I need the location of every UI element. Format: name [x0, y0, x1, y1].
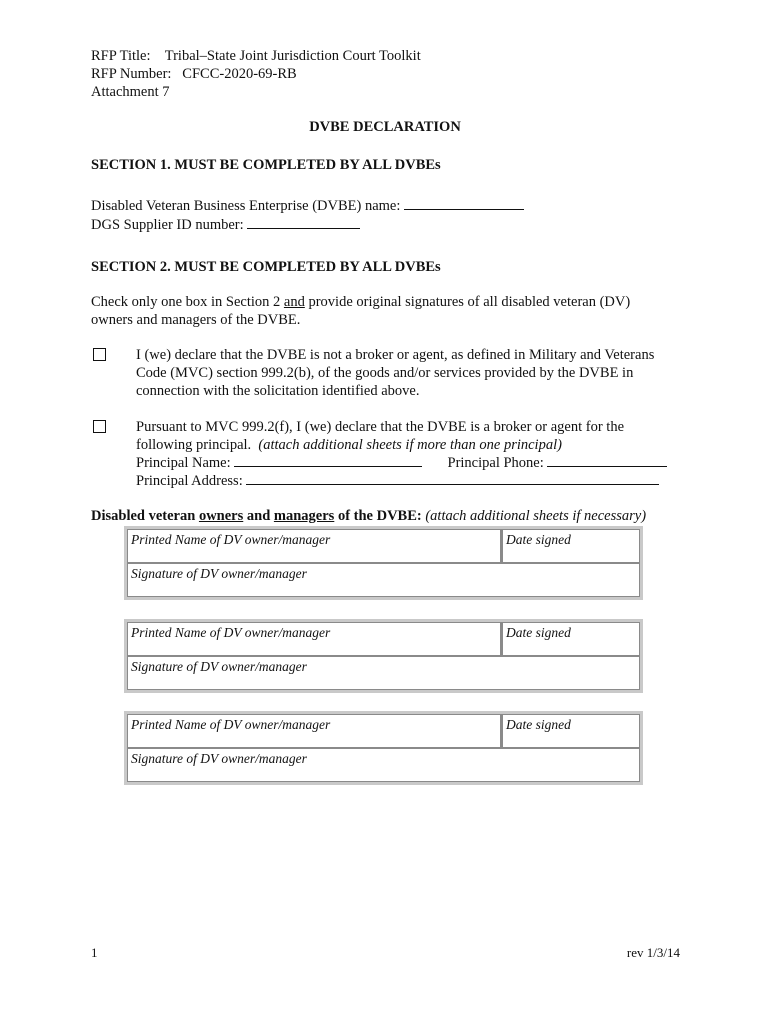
date-signed-field-1[interactable]: Date signed — [501, 529, 640, 563]
option-not-broker-checkbox[interactable] — [93, 348, 106, 361]
section1-heading: SECTION 1. MUST BE COMPLETED BY ALL DVBEs — [91, 157, 441, 173]
signature-block-2 — [124, 619, 643, 693]
signature-block-1 — [124, 526, 643, 600]
option-broker-checkbox[interactable] — [93, 420, 106, 433]
supplier-id-label: DGS Supplier ID number: — [91, 217, 244, 233]
dvbe-name-field[interactable] — [404, 197, 524, 210]
principal-address-row — [136, 472, 696, 490]
principal-phone-label: Principal Phone: — [447, 455, 544, 471]
sig-heading-text2: of the DVBE: — [334, 508, 426, 524]
document-header — [91, 47, 421, 101]
dvbe-name-label: Disabled Veteran Business Enterprise (DVBE) name: — [91, 198, 401, 214]
section2-intro — [91, 293, 691, 329]
option2-line2-text: following principal. — [136, 437, 259, 453]
sig-heading-and: and — [243, 508, 274, 524]
sig-heading-note: (attach additional sheets if necessary) — [425, 508, 647, 524]
principal-address-label: Principal Address: — [136, 473, 243, 489]
signature-field-3[interactable]: Signature of DV owner/manager — [127, 748, 640, 782]
date-signed-field-2[interactable]: Date signed — [501, 622, 640, 656]
signature-field-1[interactable]: Signature of DV owner/manager — [127, 563, 640, 597]
printed-name-field-1[interactable]: Printed Name of DV owner/manager — [127, 529, 501, 563]
principal-name-phone-row — [136, 454, 696, 472]
option-broker-text — [136, 418, 696, 490]
date-signed-field-3[interactable]: Date signed — [501, 714, 640, 748]
option-not-broker-text — [136, 346, 696, 400]
option2-line1: Pursuant to MVC 999.2(f), I (we) declare that the DVBE is a broker or agent for the — [136, 419, 625, 435]
dvbe-name-row — [91, 197, 524, 215]
signature-field-2[interactable]: Signature of DV owner/manager — [127, 656, 640, 690]
signature-block-3 — [124, 711, 643, 785]
sig-heading-owners: owners — [198, 508, 244, 524]
sig-heading-managers: managers — [273, 508, 335, 524]
option2-line2 — [136, 436, 696, 454]
section2-heading: SECTION 2. MUST BE COMPLETED BY ALL DVBEs — [91, 259, 441, 275]
intro-text-2: provide original signatures of all disabled veteran (DV) — [304, 294, 631, 310]
printed-name-field-2[interactable]: Printed Name of DV owner/manager — [127, 622, 501, 656]
supplier-id-field[interactable] — [247, 216, 360, 229]
document-title: DVBE DECLARATION — [309, 119, 461, 135]
printed-name-field-3[interactable]: Printed Name of DV owner/manager — [127, 714, 501, 748]
page-number: 1 — [91, 945, 98, 960]
supplier-id-row — [91, 216, 360, 234]
intro-text-line2: owners and managers of the DVBE. — [91, 312, 301, 328]
option1-line3: connection with the solicitation identified above. — [136, 383, 420, 399]
revision-date: rev 1/3/14 — [626, 945, 680, 960]
principal-address-field[interactable] — [246, 472, 659, 485]
option2-line2-note: (attach additional sheets if more than one principal) — [258, 437, 562, 453]
option1-line1: I (we) declare that the DVBE is not a broker or agent, as defined in Military and Veterans — [136, 347, 655, 363]
rfp-title: RFP Title: Tribal–State Joint Jurisdiction Court Toolkit — [91, 48, 421, 64]
option1-line2: Code (MVC) section 999.2(b), of the goods and/or services provided by the DVBE in — [136, 365, 634, 381]
rfp-number: RFP Number: CFCC-2020-69-RB — [91, 66, 297, 82]
principal-name-label: Principal Name: — [136, 455, 231, 471]
attachment-label: Attachment 7 — [91, 84, 170, 100]
signatures-heading — [91, 507, 646, 525]
sig-heading-text1: Disabled veteran — [91, 508, 199, 524]
intro-underlined-and: and — [283, 294, 305, 310]
principal-name-field[interactable] — [234, 454, 422, 467]
intro-text-1: Check only one box in Section 2 — [91, 294, 284, 310]
principal-phone-field[interactable] — [547, 454, 667, 467]
